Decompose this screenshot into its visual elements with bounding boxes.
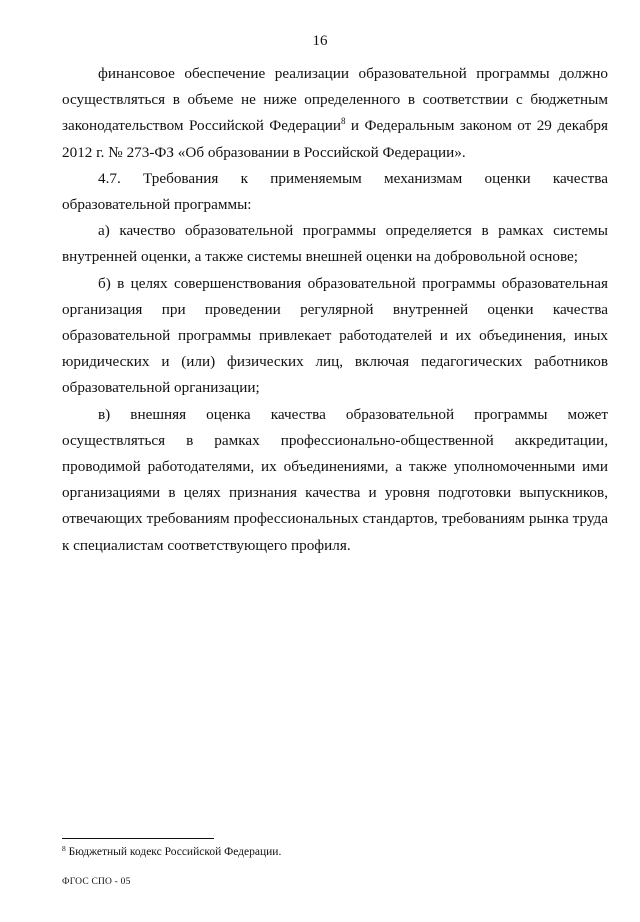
footnote-reference: 8 xyxy=(340,116,346,127)
paragraph-section-4-7: 4.7. Требования к применяемым механизмам оценки качества образовательной программы: xyxy=(62,169,608,214)
footnote-divider xyxy=(62,838,214,839)
footnote-text: Бюджетный кодекс Российской Федерации. xyxy=(65,846,282,858)
paragraph-funding-text: финансовое обеспечение реализации образовательной программы должно осуществляться в объеме не ниже определенного в соответствии с бюджетным законодательством Российской Федерации xyxy=(62,65,608,135)
footnote-number: 8 xyxy=(62,844,66,853)
document-body xyxy=(62,61,608,559)
paragraph-funding xyxy=(62,61,608,166)
page-number: 16 xyxy=(312,33,328,49)
paragraph-funding-tail: и Федеральным законом от 29 декабря 2012 г. № 273-ФЗ «Об образовании в Российской Федерации». xyxy=(62,117,608,161)
footnote xyxy=(62,846,281,858)
paragraph-item-v: в) внешняя оценка качества образовательной программы может осуществляться в рамках профессионально-общественной аккредитации, проводимой работодателями, их объединениями, а также уполномоченными ими организациями в целях признания качества и уровня подготовки выпускников, отвечающих требованиям профессиональных стандартов, требованиям рынка труда к специалистам соответствующего профиля. xyxy=(62,405,608,554)
document-code: ФГОС СПО - 05 xyxy=(62,877,131,887)
paragraph-item-a: а) качество образовательной программы определяется в рамках системы внутренней оценки, а также системы внешней оценки на добровольной основе; xyxy=(62,222,608,266)
paragraph-item-b: б) в целях совершенствования образовательной программы образовательная организация при проведении регулярной внутренней оценки качества образовательной программы привлекает работодателей и их объединения, иных юридических и (или) физических лиц, включая педагогических работников образовательной организации; xyxy=(62,274,608,397)
